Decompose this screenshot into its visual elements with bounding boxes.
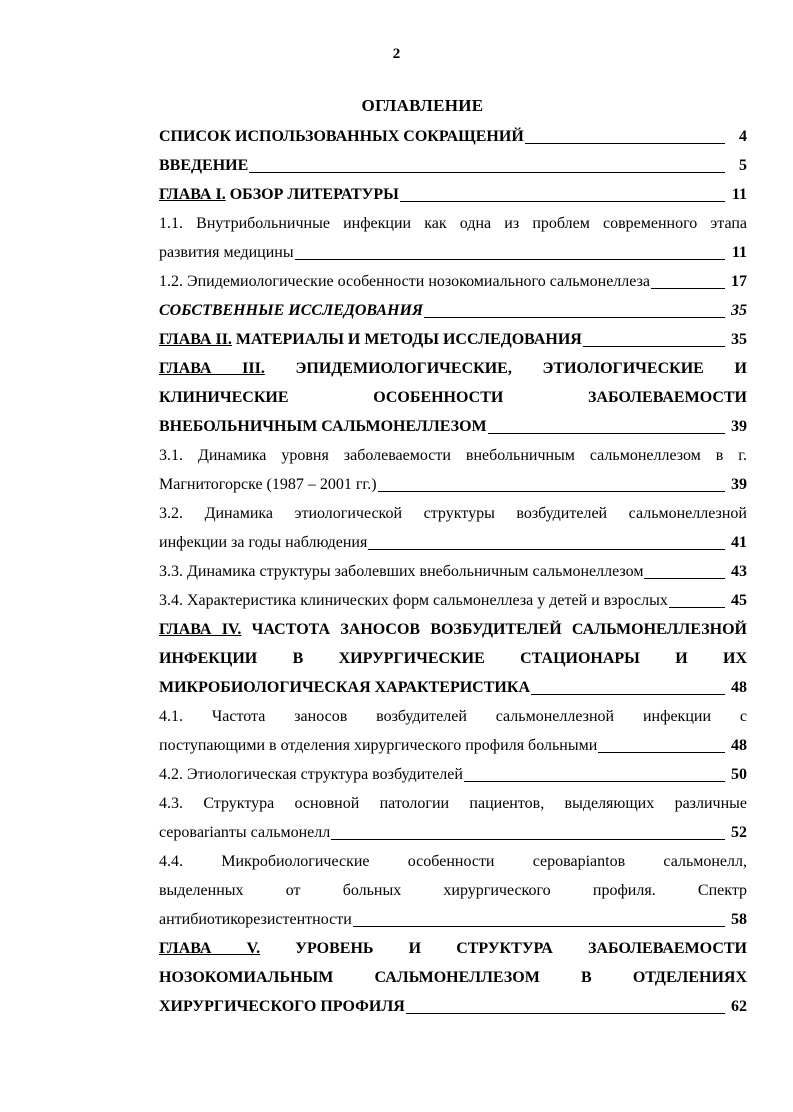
toc-entry-1-1-line2[interactable] — [159, 238, 747, 267]
toc-entry-4-4-line3[interactable] — [159, 905, 747, 934]
toc-entry-3-2-line1[interactable] — [159, 499, 747, 528]
toc-entry-text: МАТЕРИАЛЫ И МЕТОДЫ ИССЛЕДОВАНИЯ — [231, 331, 582, 348]
toc-entry-3-4[interactable] — [159, 586, 747, 615]
toc-entry-text: УРОВЕНЬ И СТРУКТУРА ЗАБОЛЕВАЕМОСТИ — [260, 940, 747, 957]
toc-entry-text: поступающими в отделения хирургического профиля больными — [159, 737, 598, 754]
toc-entry-page: 11 — [731, 244, 747, 261]
toc-entry-text: 3.1. Динамика уровня заболеваемости внебольничным сальмонеллезом в г. — [159, 447, 747, 464]
chapter-label: ГЛАВА II. — [159, 331, 232, 348]
toc-entry-text: 3.4. Характеристика клинических форм сальмонеллеза у детей и взрослых — [159, 592, 668, 609]
toc-entry-chapter-4-line2[interactable] — [159, 644, 747, 673]
page-number: 2 — [392, 46, 401, 62]
toc-entry-text: ХИРУРГИЧЕСКОГО ПРОФИЛЯ — [159, 998, 405, 1015]
toc-entry-4-4-line1[interactable] — [159, 847, 747, 876]
dot-leader — [331, 839, 725, 840]
toc-entry-page: 35 — [731, 331, 747, 348]
toc-entry-chapter-5-line1[interactable] — [159, 934, 747, 963]
dot-leader — [488, 433, 725, 434]
toc-entry-text: СОБСТВЕННЫЕ ИССЛЕДОВАНИЯ — [159, 302, 424, 319]
dot-leader — [378, 491, 725, 492]
toc-entry-text: 4.2. Этиологическая структура возбудителей — [159, 766, 463, 783]
toc-entry-text: ЭПИДЕМИОЛОГИЧЕСКИЕ, ЭТИОЛОГИЧЕСКИЕ И — [264, 360, 747, 377]
toc-entry-3-1-line1[interactable] — [159, 441, 747, 470]
toc-entry-page: 52 — [731, 824, 747, 841]
toc-entry-text: МИКРОБИОЛОГИЧЕСКАЯ ХАРАКТЕРИСТИКА — [159, 679, 530, 696]
table-of-contents — [159, 122, 747, 1021]
dot-leader — [424, 317, 725, 318]
toc-entry-page: 48 — [731, 737, 747, 754]
toc-entry-page: 4 — [739, 128, 747, 145]
toc-entry-text: ЧАСТОТА ЗАНОСОВ ВОЗБУДИТЕЛЕЙ САЛЬМОНЕЛЛЕЗНОЙ — [241, 621, 747, 638]
toc-entry-page: 43 — [731, 563, 747, 580]
chapter-label: ГЛАВА IV. — [159, 621, 242, 638]
toc-entry-page: 11 — [731, 186, 747, 203]
dot-leader — [353, 926, 725, 927]
toc-entry-text: ИНФЕКЦИИ В ХИРУРГИЧЕСКИЕ СТАЦИОНАРЫ И ИХ — [159, 650, 747, 667]
toc-entry-1-2[interactable] — [159, 267, 747, 296]
toc-entry-chapter-4-line1[interactable] — [159, 615, 747, 644]
dot-leader — [651, 288, 725, 289]
chapter-label: ГЛАВА III. — [159, 360, 265, 377]
toc-entry-text: 4.4. Микробиологические особенности сероварiantов сальмонелл, — [159, 853, 747, 870]
toc-entry-chapter-1[interactable] — [159, 180, 747, 209]
toc-entry-text: 3.3. Динамика структуры заболевших внебольничным сальмонеллезом — [159, 563, 644, 580]
dot-leader — [406, 1013, 725, 1014]
toc-entry-page: 58 — [731, 911, 747, 928]
toc-entry-text: 3.2. Динамика этиологической структуры возбудителей сальмонеллезной — [159, 505, 747, 522]
toc-entry-page: 35 — [731, 302, 747, 319]
dot-leader — [644, 578, 725, 579]
toc-entry-text: СПИСОК ИСПОЛЬЗОВАННЫХ СОКРАЩЕНИЙ — [159, 128, 524, 145]
toc-entry-text: 1.2. Эпидемиологические особенности нозокомиального сальмонеллеза — [159, 273, 650, 290]
dot-leader — [583, 346, 725, 347]
dot-leader — [525, 143, 725, 144]
toc-entry-1-1-line1[interactable] — [159, 209, 747, 238]
toc-entry-chapter-3-line2[interactable] — [159, 383, 747, 412]
toc-entry-page: 17 — [731, 273, 747, 290]
toc-entry-page: 48 — [731, 679, 747, 696]
toc-entry-4-3-line2[interactable] — [159, 818, 747, 847]
toc-entry-page: 45 — [731, 592, 747, 609]
toc-entry-text: серовarianты сальмонелл — [159, 824, 331, 841]
toc-entry-text: инфекции за годы наблюдения — [159, 534, 368, 551]
toc-entry-text: развития медицины — [159, 244, 294, 261]
toc-entry-page: 41 — [731, 534, 747, 551]
toc-entry-text: антибиотикорезистентности — [159, 911, 352, 928]
toc-entry-text: КЛИНИЧЕСКИЕ ОСОБЕННОСТИ ЗАБОЛЕВАЕМОСТИ — [159, 389, 747, 406]
toc-entry-chapter-3-line1[interactable] — [159, 354, 747, 383]
toc-entry-page: 5 — [739, 157, 747, 174]
toc-entry-text: НОЗОКОМИАЛЬНЫМ САЛЬМОНЕЛЛЕЗОМ В ОТДЕЛЕНИЯХ — [159, 969, 747, 986]
toc-entry-chapter-3-line3[interactable] — [159, 412, 747, 441]
toc-entry-4-1-line2[interactable] — [159, 731, 747, 760]
toc-entry-4-1-line1[interactable] — [159, 702, 747, 731]
dot-leader — [249, 172, 725, 173]
toc-entry-text: ОБЗОР ЛИТЕРАТУРЫ — [225, 186, 399, 203]
toc-entry-chapter-2[interactable] — [159, 325, 747, 354]
toc-entry-text: ВВЕДЕНИЕ — [159, 157, 249, 174]
toc-entry-text: 4.3. Структура основной патологии пациентов, выделяющих различные — [159, 795, 747, 812]
dot-leader — [400, 201, 725, 202]
toc-entry-chapter-4-line3[interactable] — [159, 673, 747, 702]
toc-entry-4-2[interactable] — [159, 760, 747, 789]
toc-entry-page: 62 — [731, 998, 747, 1015]
dot-leader — [295, 259, 725, 260]
toc-entry-3-1-line2[interactable] — [159, 470, 747, 499]
toc-entry-text: 1.1. Внутрибольничные инфекции как одна из проблем современного этапа — [159, 215, 747, 232]
toc-entry-chapter-5-line3[interactable] — [159, 992, 747, 1021]
toc-entry-3-3[interactable] — [159, 557, 747, 586]
toc-entry-chapter-5-line2[interactable] — [159, 963, 747, 992]
toc-title: ОГЛАВЛЕНИЕ — [361, 96, 484, 115]
dot-leader — [368, 549, 725, 550]
dot-leader — [464, 781, 725, 782]
dot-leader — [531, 694, 725, 695]
toc-entry-text: 4.1. Частота заносов возбудителей сальмонеллезной инфекции с — [159, 708, 747, 725]
chapter-label: ГЛАВА I. — [159, 186, 226, 203]
toc-entry-own-research[interactable] — [159, 296, 747, 325]
toc-entry-page: 39 — [731, 476, 747, 493]
toc-entry-introduction[interactable] — [159, 151, 747, 180]
toc-entry-3-2-line2[interactable] — [159, 528, 747, 557]
dot-leader — [598, 752, 725, 753]
toc-entry-abbreviations[interactable] — [159, 122, 747, 151]
toc-entry-text: выделенных от больных хирургического профиля. Спектр — [159, 882, 747, 899]
toc-entry-text: Магнитогорске (1987 – 2001 гг.) — [159, 476, 377, 493]
dot-leader — [669, 607, 725, 608]
toc-entry-text: ВНЕБОЛЬНИЧНЫМ САЛЬМОНЕЛЛЕЗОМ — [159, 418, 487, 435]
toc-entry-4-4-line2[interactable] — [159, 876, 747, 905]
toc-entry-page: 50 — [731, 766, 747, 783]
chapter-label: ГЛАВА V. — [159, 940, 261, 957]
toc-entry-4-3-line1[interactable] — [159, 789, 747, 818]
toc-entry-page: 39 — [731, 418, 747, 435]
